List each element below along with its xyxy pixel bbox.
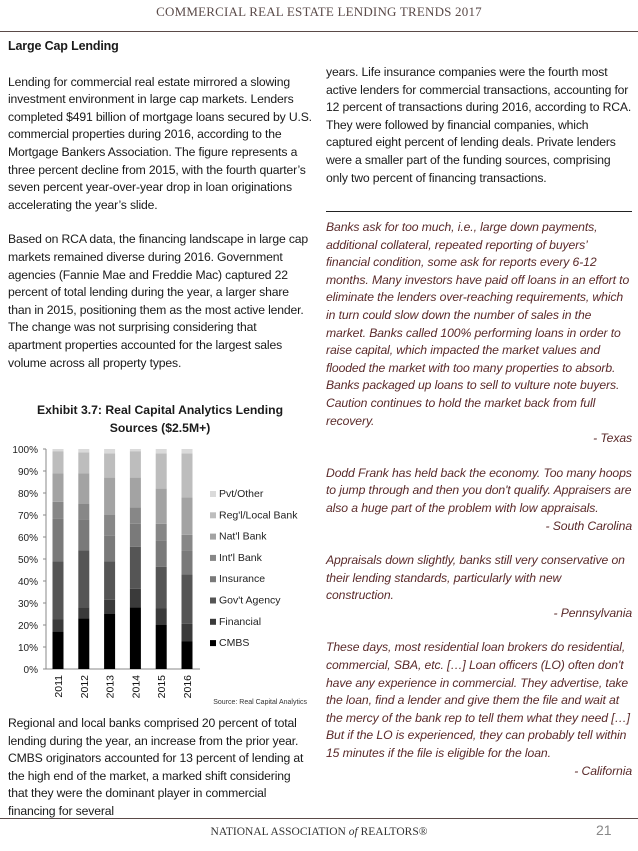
quote bbox=[326, 219, 632, 448]
bar-segment-int-l-bank bbox=[53, 502, 64, 519]
legend-swatch bbox=[210, 576, 216, 582]
bar-segment-insurance bbox=[156, 540, 167, 566]
bar-segment-financial bbox=[156, 609, 167, 626]
y-tick-label: 90% bbox=[17, 467, 38, 478]
y-tick-label: 80% bbox=[17, 489, 38, 500]
bar-segment-nat-l-bank bbox=[156, 489, 167, 524]
left-column-bottom bbox=[8, 715, 313, 821]
paragraph: Based on RCA data, the financing landscape in large cap markets remained diverse during 2016. Government agencies (Fannie Mae and Freddie Mac) captured 22 percent of total lending during the year, a larger share than in 2015, positioning them as the most active lender. The change was not surprising considering that apartment properties accounted for the largest sales volume across all property types. bbox=[8, 232, 309, 370]
bar-segment-insurance bbox=[104, 536, 115, 561]
bar-segment-insurance bbox=[182, 550, 193, 574]
bar-segment-pvt-other bbox=[130, 449, 141, 451]
bar-segment-insurance bbox=[78, 519, 89, 550]
legend-swatch bbox=[210, 512, 216, 518]
bar-segment-nat-l-bank bbox=[182, 497, 193, 534]
bar-segment-financial bbox=[78, 607, 89, 618]
legend-swatch bbox=[210, 598, 216, 604]
bar-segment-int-l-bank bbox=[156, 524, 167, 541]
y-tick-label: 20% bbox=[17, 621, 38, 632]
bar-segment-cmbs bbox=[182, 642, 193, 670]
legend-label: CMBS bbox=[219, 637, 250, 650]
paragraph: years. Life insurance companies were the fourth most active lenders for commercial transactions, accounting for 12 percent of transactions during 2016, according to RCA. They were followed by financial companies, which captured eight percent of lending deals. Private lenders were a smaller part of the funding sources, comprising only two percent of financing transactions. bbox=[326, 65, 632, 185]
bar-segment-reg-l-local-bank bbox=[78, 452, 89, 473]
bar-segment-pvt-other bbox=[53, 449, 64, 451]
y-tick-label: 40% bbox=[17, 577, 38, 588]
bar-segment-nat-l-bank bbox=[78, 473, 89, 504]
y-tick-label: 30% bbox=[17, 599, 38, 610]
bar-segment-gov-t-agency bbox=[104, 561, 115, 600]
bar-segment-gov-t-agency bbox=[78, 550, 89, 607]
section-heading: Large Cap Lending bbox=[8, 39, 119, 53]
legend-label: Pvt/Other bbox=[219, 488, 264, 500]
bar-segment-pvt-other bbox=[104, 449, 115, 453]
chart-title bbox=[20, 401, 300, 437]
quote bbox=[326, 465, 632, 535]
bar-segment-cmbs bbox=[104, 614, 115, 669]
legend-label: Int'l Bank bbox=[219, 551, 262, 564]
bar-segment-pvt-other bbox=[78, 449, 89, 452]
right-column bbox=[326, 64, 632, 187]
paragraph: Lending for commercial real estate mirrored a slowing investment environment in large cap markets. Lenders completed $491 billion of mortgage loans secured by U.S. commercial properties during 2016, according to the Mortgage Bankers Association. The figure represents a three percent decline from 2015, with the fourth quarter’s seven percent year-over-year drop in loan originations accelerating the year’s slide. bbox=[8, 74, 312, 212]
chart-title-line: Exhibit 3.7: Real Capital Analytics Lending bbox=[36, 403, 284, 417]
footer-text: REALTORS® bbox=[357, 826, 428, 838]
bar-segment-int-l-bank bbox=[104, 515, 115, 536]
legend-label: Nat'l Bank bbox=[219, 530, 267, 543]
quote bbox=[326, 639, 632, 780]
legend-label: Insurance bbox=[219, 573, 266, 586]
quote-attribution: - South Carolina bbox=[545, 518, 632, 533]
quote-attribution: - Pennsylvania bbox=[553, 605, 632, 620]
quote-text: Appraisals down slightly, banks still very conservative on their lending standards, particularly with new construction. bbox=[326, 553, 625, 603]
bar-segment-gov-t-agency bbox=[156, 567, 167, 609]
bar-segment-cmbs bbox=[130, 607, 141, 669]
bar-segment-reg-l-local-bank bbox=[156, 453, 167, 488]
bar-segment-cmbs bbox=[156, 625, 167, 669]
bar-segment-int-l-bank bbox=[182, 535, 193, 550]
paragraph: Regional and local banks comprised 20 percent of total lending during the year, an increase from the prior year. CMBS originators accounted for 13 percent of lending at the high end of the market, a marked shift considering that they were the dominant player in commercial financing for several bbox=[8, 716, 304, 818]
legend-label: Reg'l/Local Bank bbox=[219, 509, 298, 522]
footer-text: of bbox=[348, 826, 358, 838]
divider bbox=[326, 211, 632, 212]
footer-org bbox=[0, 826, 638, 838]
bar-segment-nat-l-bank bbox=[104, 478, 115, 515]
x-tick-label: 2016 bbox=[182, 675, 194, 699]
quote-text: Dodd Frank has held back the economy. Too many hoops to jump through and then you don't qualify. Appraisers are also a huge part of the problem with low appraisals. bbox=[326, 465, 632, 515]
left-column bbox=[8, 38, 313, 372]
bar-segment-pvt-other bbox=[156, 449, 167, 453]
quote-text: These days, most residential loan brokers do residential, commercial, SBA, etc. […] Loan officers (LO) often don't have any experience in commercial. They advertise, take the loan, find a lender and give them the file and wait at the mercy of the bank rep to tell them what they need […] But if the LO is experienced, they can probably tell within 15 minutes if the file is eligible for the loan. bbox=[326, 640, 630, 761]
bar-segment-gov-t-agency bbox=[53, 561, 64, 619]
bar-segment-financial bbox=[104, 600, 115, 614]
bar-segment-cmbs bbox=[78, 618, 89, 669]
running-header: COMMERCIAL REAL ESTATE LENDING TRENDS 2017 bbox=[156, 4, 482, 19]
footer-text: NATIONAL ASSOCIATION bbox=[210, 826, 349, 838]
bar-segment-nat-l-bank bbox=[130, 478, 141, 508]
x-tick-label: 2011 bbox=[53, 675, 65, 698]
quote-attribution: - California bbox=[574, 763, 632, 778]
bar-segment-cmbs bbox=[53, 632, 64, 669]
y-tick-label: 0% bbox=[23, 665, 38, 676]
legend-swatch bbox=[210, 534, 216, 540]
bar-segment-nat-l-bank bbox=[53, 473, 64, 502]
bar-segment-int-l-bank bbox=[78, 504, 89, 519]
y-tick-label: 100% bbox=[12, 445, 38, 456]
quotes bbox=[326, 219, 632, 780]
legend-swatch bbox=[210, 555, 216, 561]
quote-attribution: - Texas bbox=[593, 431, 632, 446]
x-tick-label: 2015 bbox=[156, 675, 169, 699]
bar-segment-insurance bbox=[130, 524, 141, 547]
bar-segment-pvt-other bbox=[182, 449, 193, 453]
y-tick-label: 50% bbox=[17, 555, 38, 566]
page-number: 21 bbox=[596, 822, 612, 838]
bar-segment-reg-l-local-bank bbox=[130, 451, 141, 477]
legend-swatch bbox=[210, 640, 216, 646]
bar-segment-financial bbox=[53, 620, 64, 632]
legend-swatch bbox=[210, 491, 216, 497]
bar-segment-reg-l-local-bank bbox=[182, 453, 193, 497]
stacked-bar-chart bbox=[0, 440, 320, 715]
bar-segment-insurance bbox=[53, 518, 64, 561]
bar-segment-financial bbox=[182, 624, 193, 642]
y-tick-label: 60% bbox=[17, 533, 38, 544]
quote-text: Banks ask for too much, i.e., large down payments, additional collateral, repeated reporting of buyers’ financial condition, some ask for reports every 6-12 months. Many investors have paid off loans in an effort to eliminate the lenders over-reaching requirements, which in turn could slow down the number of sales in the market. Banks called 100% performing loans in order to raise capital, which impacted the market values and flooded the market with too many properties to absorb. Banks packaged up loans to sell to vulture note buyers. Caution continues to hold the market back from full recovery. bbox=[326, 220, 630, 428]
quote bbox=[326, 552, 632, 622]
footer-rule bbox=[0, 818, 638, 819]
bar-segment-int-l-bank bbox=[130, 507, 141, 524]
bar-segment-gov-t-agency bbox=[130, 547, 141, 589]
header-rule bbox=[0, 31, 638, 32]
bar-segment-reg-l-local-bank bbox=[53, 451, 64, 473]
y-tick-label: 10% bbox=[17, 643, 38, 654]
bar-segment-gov-t-agency bbox=[182, 574, 193, 624]
x-tick-label: 2012 bbox=[78, 675, 91, 699]
chart-source: Source: Real Capital Analytics bbox=[213, 699, 307, 706]
legend-label: Gov't Agency bbox=[219, 594, 281, 607]
legend-label: Financial bbox=[219, 615, 262, 628]
y-tick-label: 70% bbox=[17, 511, 38, 522]
chart-title-line: Sources ($2.5M+) bbox=[109, 421, 211, 435]
legend-swatch bbox=[210, 619, 216, 625]
bar-segment-reg-l-local-bank bbox=[104, 453, 115, 477]
x-tick-label: 2014 bbox=[130, 675, 143, 699]
bar-segment-financial bbox=[130, 589, 141, 608]
x-tick-label: 2013 bbox=[104, 675, 117, 699]
